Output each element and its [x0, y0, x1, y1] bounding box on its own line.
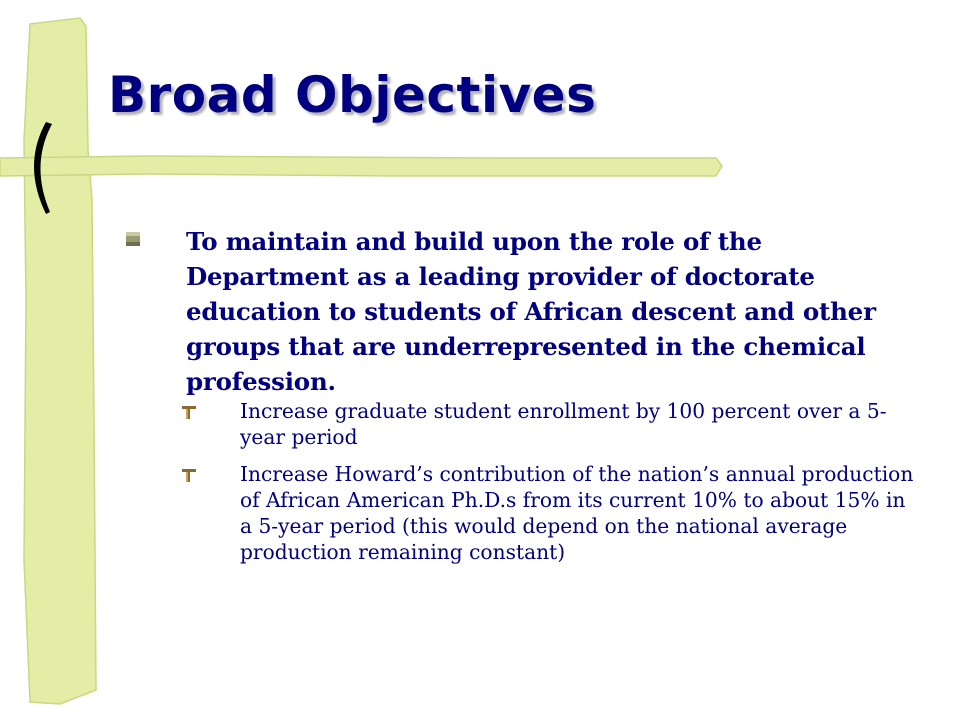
slide-title: Broad Objectives	[108, 66, 597, 124]
sub-bullet	[240, 461, 920, 565]
main-bullet-text: To maintain and build upon the role of the Department as a leading provider of doctorate education to students of African descent and other groups that are underrepresented in the chemical profession.	[186, 227, 876, 396]
sub-bullet-text: Increase graduate student enrollment by 100 percent over a 5-year period	[240, 399, 887, 449]
bullet-square-icon	[124, 230, 144, 250]
bamboo-bullet-icon	[182, 406, 200, 420]
bamboo-bullet-icon	[182, 469, 200, 483]
sub-bullet	[240, 398, 920, 450]
bamboo-band	[0, 156, 722, 176]
main-bullet	[186, 224, 906, 399]
sub-bullet-text: Increase Howard’s contribution of the nation’s annual production of African American Ph.D.s from its current 10% to about 15% in a 5-year period (this would depend on the national average production remaining constant)	[240, 462, 914, 564]
bamboo-stalk	[24, 18, 96, 704]
sub-bullet-list	[240, 398, 920, 576]
